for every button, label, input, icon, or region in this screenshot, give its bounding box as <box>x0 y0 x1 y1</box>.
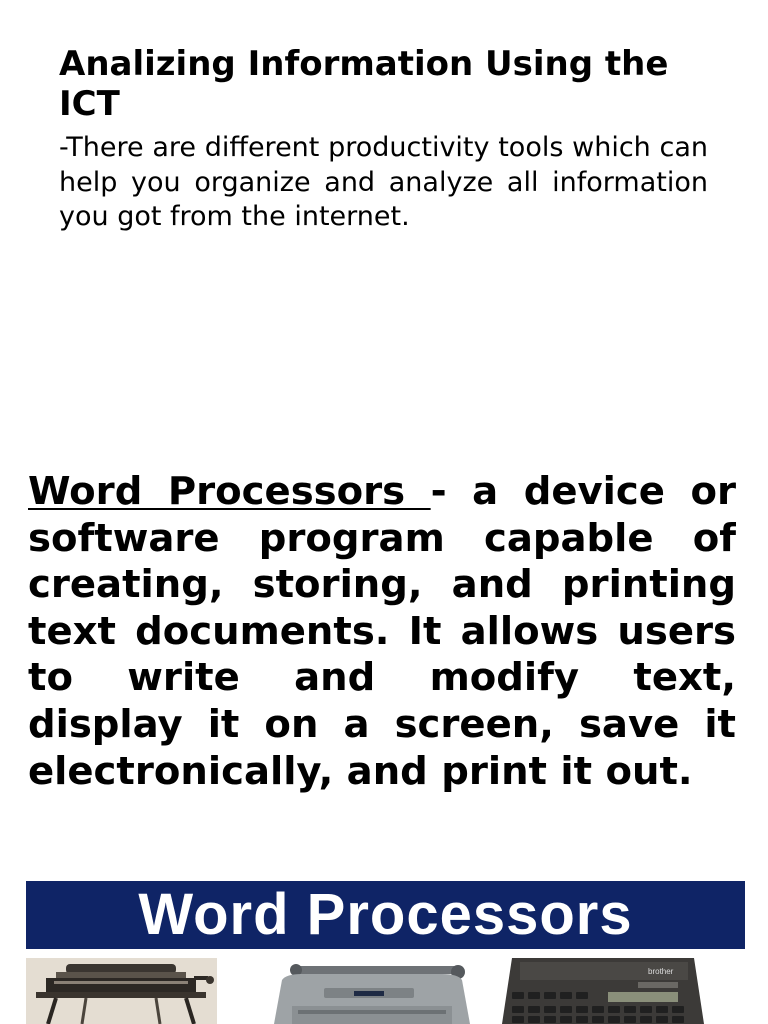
word-processor-icon <box>498 952 710 1024</box>
page-title: Analizing Information Using the ICT <box>59 44 669 124</box>
electronic-word-processor-image <box>498 952 710 1024</box>
typewriter-icon <box>26 958 217 1024</box>
banner-title: Word Processors <box>138 882 633 947</box>
antique-typewriter-image <box>26 958 217 1024</box>
definition-term: Word Processors <box>28 469 431 514</box>
ibm-typewriter-image <box>262 958 480 1024</box>
definition-paragraph <box>28 469 736 862</box>
electric-typewriter-icon <box>262 958 480 1024</box>
definition-text: - a device or software program capable of creating, storing, and printing text documents. It allows users to write and modify text, display it on a screen, save it electronically, and print it out. <box>28 469 736 794</box>
intro-paragraph: -There are different productivity tools which can help you organize and analyze all information you got from the internet. <box>59 132 708 232</box>
word-processors-banner <box>26 881 745 949</box>
brand-label: brother <box>648 967 674 976</box>
